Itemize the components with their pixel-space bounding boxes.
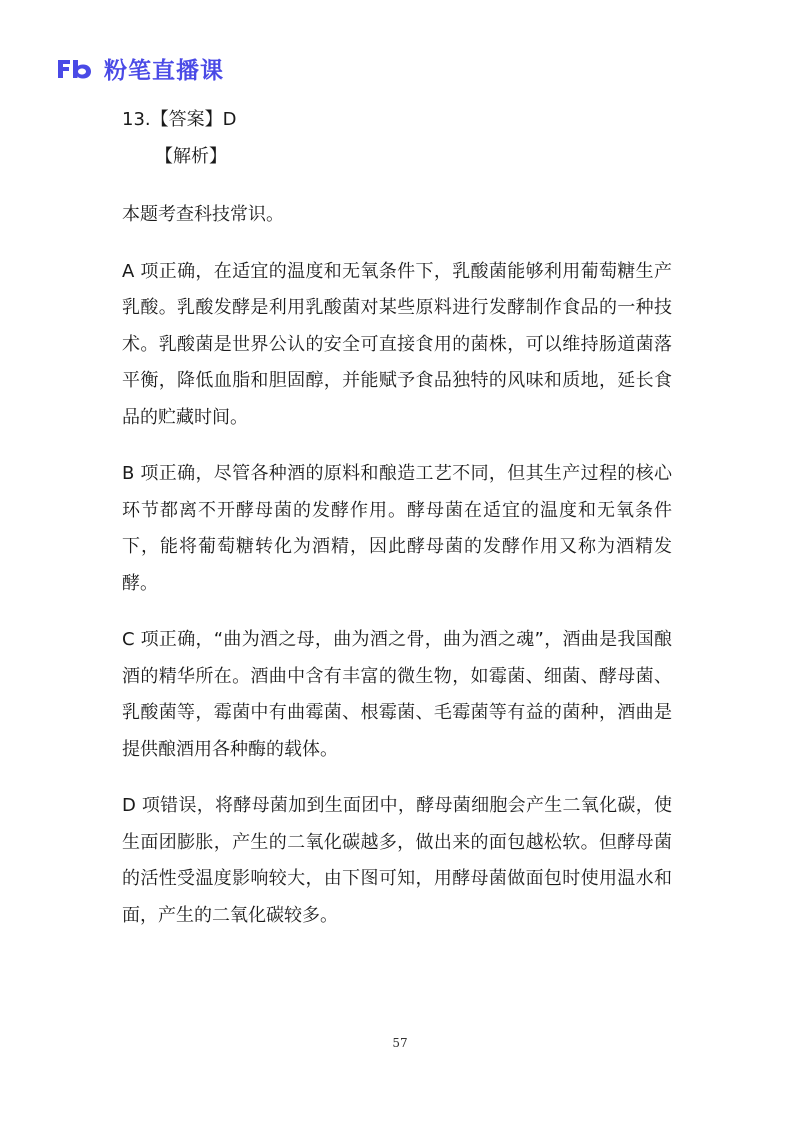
paragraph-option-c: C 项正确，“曲为酒之母，曲为酒之骨，曲为酒之魂”，酒曲是我国酿酒的精华所在。酒曲中含有丰富的微生物，如霉菌、细菌、酵母菌、乳酸菌等，霉菌中有曲霉菌、根霉菌、毛霉菌等有益的菌种，酒曲是提供酿酒用各种酶的载体。: [122, 629, 672, 760]
paragraph-option-d: D 项错误，将酵母菌加到生面团中，酵母菌细胞会产生二氧化碳，使生面团膨胀，产生的二氧化碳越多，做出来的面包越松软。但酵母菌的活性受温度影响较大，由下图可知，用酵母菌做面包时使用温水和面，产生的二氧化碳较多。: [122, 795, 672, 926]
analysis-heading: 【解析】: [155, 145, 227, 167]
answer-line: 13.【答案】D: [122, 109, 237, 130]
document-body: [122, 102, 672, 954]
paragraph-intro: 本题考查科技常识。: [122, 204, 284, 225]
paragraph-option-b: B 项正确，尽管各种酒的原料和酿造工艺不同，但其生产过程的核心环节都离不开酵母菌的发酵作用。酵母菌在适宜的温度和无氧条件下，能将葡萄糖转化为酒精，因此酵母菌的发酵作用又称为酒精发酵。: [122, 463, 672, 594]
fb-logo-icon: [56, 57, 96, 81]
brand-name: 粉笔直播课: [104, 58, 224, 84]
page-number: 57: [392, 1036, 408, 1050]
brand-logo: [56, 52, 224, 85]
paragraph-option-a: A 项正确，在适宜的温度和无氧条件下，乳酸菌能够利用葡萄糖生产乳酸。乳酸发酵是利用乳酸菌对某些原料进行发酵制作食品的一种技术。乳酸菌是世界公认的安全可直接食用的菌株，可以维持肠道菌落平衡，降低血脂和胆固醇，并能赋予食品独特的风味和质地，延长食品的贮藏时间。: [122, 260, 672, 428]
